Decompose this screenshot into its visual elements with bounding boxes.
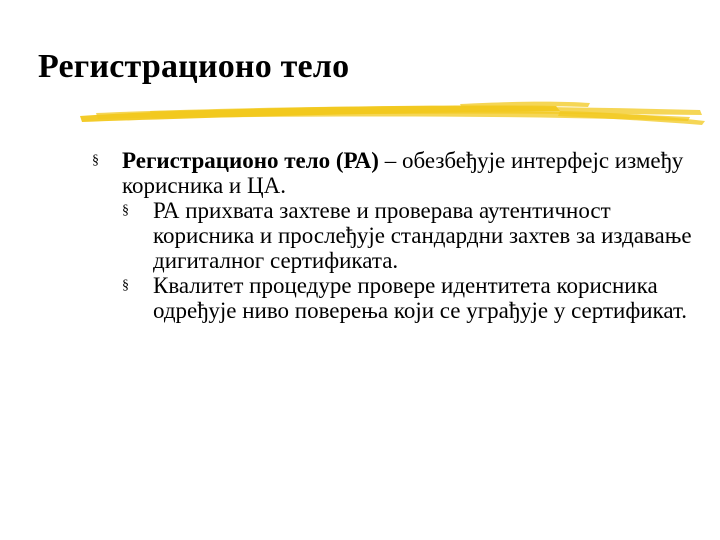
slide-title: Регистрационо тело [38, 48, 350, 85]
square-bullet-icon: § [122, 278, 129, 293]
bullet-item-level2 [122, 198, 692, 273]
bullet-text: – обезбеђује интерфејс између корисника и ЦА. [122, 148, 684, 198]
bullet-item-level1 [92, 148, 692, 198]
bullet-text: Квалитет процедуре провере идентитета корисника одређује ниво поверења који се уграђује у сертификат. [153, 273, 688, 323]
square-bullet-icon: § [92, 153, 99, 168]
bullet-text-bold: Регистрационо тело (РА) [122, 148, 379, 173]
square-bullet-icon: § [122, 203, 129, 218]
slide-body [92, 148, 692, 323]
bullet-text: РА прихвата захтеве и проверава аутентичност корисника и прослеђује стандардни захтев за издавање дигиталног сертификата. [153, 198, 692, 273]
bullet-item-level2 [122, 273, 692, 323]
